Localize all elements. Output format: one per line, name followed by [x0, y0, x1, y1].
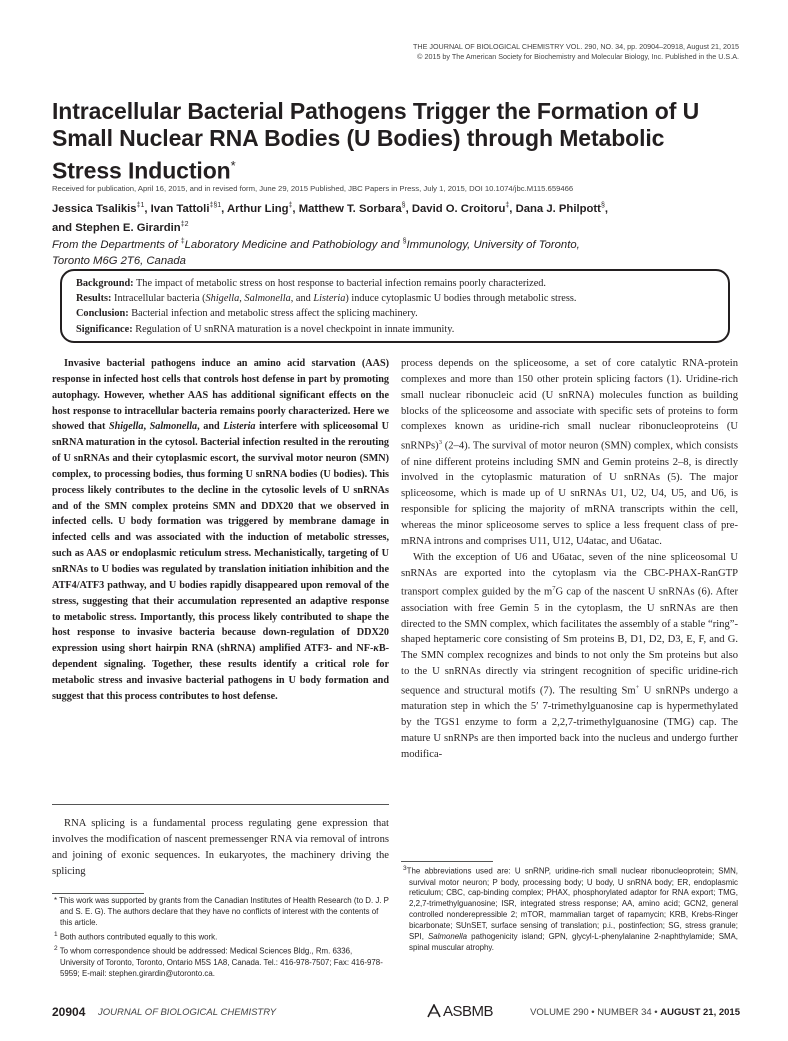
author-name: David O. Croitoru [411, 202, 506, 215]
article-title [52, 98, 742, 185]
footnote-funding [52, 896, 389, 929]
page-footer [52, 1002, 740, 1021]
footnote-mark: 1 [54, 930, 58, 938]
footnote-text: To whom correspondence should be addressed: Medical Sciences Bldg., Rm. 6336, University of Toronto, Toronto, Ontario M5S 1A8, Canada. Tel.: 416-978-7507; Fax: 416-978-5959; E-mail: stephen.girardin@utoronto.ca. [59, 946, 383, 978]
author-affiliation-mark: ‡§1 [209, 202, 222, 209]
summary-text: , and [290, 293, 314, 305]
organism-name: Salmonella [428, 932, 468, 942]
summary-text: Bacterial infection and metabolic stress affect the splicing machinery. [131, 308, 418, 320]
organism-name: Salmonella [244, 293, 291, 305]
right-column-body [401, 356, 738, 763]
author-affiliation-mark: ‡1 [136, 202, 145, 209]
affiliation-dept-1: Laboratory Medicine and Pathobiology and [184, 238, 403, 251]
copyright-line: © 2015 by The American Society for Biochemistry and Molecular Biology, Inc. Published in the U.S.A. [417, 51, 739, 61]
asbmb-logo [427, 1002, 493, 1020]
author-affiliation-mark: § [401, 202, 406, 209]
title-line-1: Intracellular Bacterial Pathogens Trigger the Formation of U [52, 98, 700, 124]
author-name: Dana J. Philpott [515, 202, 601, 215]
affiliation-dept-2: Immunology, University of Toronto, [406, 238, 580, 251]
summary-text: ) induce cytoplasmic U bodies through metabolic stress. [345, 293, 577, 305]
summary-background [76, 276, 714, 291]
footnotes [52, 896, 389, 981]
organism-name: Listeria [313, 293, 346, 305]
abbreviation-divider [401, 861, 493, 862]
organism-name: Shigella [108, 421, 144, 433]
superscript: 7 [552, 585, 556, 593]
intro-text: RNA splicing is a fundamental process regulating gene expression that involves the modification of nascent premessenger RNA via removal of introns and joining of exonic sequences. In eukaryotes, the machinery driving the splicing [52, 818, 389, 877]
affiliation-mark: ‡ [180, 238, 185, 245]
title-line-2: Small Nuclear RNA Bodies (U Bodies) through Metabolic [52, 125, 665, 151]
affiliation [52, 234, 742, 270]
body-text: G cap of the nascent U snRNAs (6). After association with free Gemin 5 in the cytoplasm, the U snRNAs are then directed to the SMN complex, which facilitates the assembly of a stable “ring”-shaped heptameric core consisting of Sm proteins B, D1, D2, D3, E, F, and G. The SMN complex recognizes and binds to not only the Sm proteins but also to the U snRNAs directly via stringent recognition of specific uridine-rich sequence and structural motifs (7). The resulting Sm [401, 586, 738, 697]
summary-text: Intracellular bacteria ( [114, 293, 206, 305]
abstract-text: interfere with spliceosomal U snRNA maturation in the cytosol. Bacterial infection resulted in the rerouting of U snRNAs and their cytoplasmic escort, the survival motor neuron (SMN) complex, to processing bodies, thus forming U snRNA bodies (U bodies). This process likely contributes to the decline in the cytosolic levels of U snRNAs and of the SMN complex proteins SMN and DDX20 that we observed in infected cells. U body formation was triggered by membrane damage in infected cells and was associated with the induction of metabolic stresses, such as AAS or endoplasmic reticulum stress. Mechanistically, targeting of U snRNAs to U bodies was regulated by translation initiation inhibition and the ATF4/ATF3 pathway, and U bodies rapidly disappeared upon removal of the stress, suggesting that their accumulation represented an adaptive response to metabolic stress. Importantly, this process likely contributed to shape the host response to invasive bacteria because down-regulation of DDX20 expression using short hairpin RNA (shRNA) amplified ATF3- and NF- [52, 421, 389, 655]
author-name: Arthur Ling [227, 202, 289, 215]
body-text: (2–4). The survival of motor neuron (SMN) complex, which consists of nine different proteins including SMN and Gemin proteins 2–8, is directly involved in the cytoplasmic maturation of U snRNAs (5). The major spliceosome, which is made up of U snRNAs U1, U2, U4, U5, and U6, is responsible for splicing the majority of mRNA transcripts within the cell, whereas the minor spliceosome serves to splice a less frequent class of pre-mRNA introns and comprises U11, U12, U4atac, and U6atac. [401, 440, 738, 547]
author-name: Matthew T. Sorbara [298, 202, 402, 215]
summary-label: Significance: [76, 323, 133, 335]
abstract: Invasive bacterial pathogens induce an amino acid starvation (AAS) response in infected host cells that controls host defense in part by promoting autophagy. However, whether AAS has additional significant effects on the host response to intracellular bacteria remains poorly characterized. Here we showed that Shigella, Salmonella, and Listeria interfere with spliceosomal U snRNA maturation in the cytosol. Bacterial infection resulted in the rerouting of U snRNAs and their cytoplasmic escort, the survival motor neuron (SMN) complex, to processing bodies, thus forming U snRNA bodies (U bodies). This process likely contributes to the decline in the cytosolic levels of U snRNAs and of the SMN complex proteins SMN and DDX20 that we observed in infected cells. U body formation was triggered by membrane damage in infected cells and was associated with the induction of metabolic stresses, such as AAS or endoplasmic reticulum stress. Mechanistically, targeting of U snRNAs to U bodies was regulated by translation initiation inhibition and the ATF4/ATF3 pathway, and U bodies rapidly disappeared upon removal of the stress, suggesting that their accumulation represented an adaptive response to metabolic stress. Importantly, this process likely contributed to shape the host response to invasive bacteria because down-regulation of DDX20 expression using short hairpin RNA (shRNA) amplified ATF3- and NF-κB-dependent signaling. Together, these results identify a critical role for metabolic stress and invasive bacterial pathogens in U body formation and suggest that this process contributes to host defense. [52, 358, 389, 702]
page-number: 20904 [52, 1005, 86, 1019]
organism-name: Shigella [205, 293, 240, 305]
kappa-symbol: κ [373, 643, 379, 655]
footnote-text: Both authors contributed equally to this work. [59, 932, 218, 942]
footer-date: AUGUST 21, 2015 [660, 1007, 740, 1018]
body-paragraph [401, 550, 738, 763]
abbreviation-text: The abbreviations used are: U snRNP, uridine-rich small nuclear ribonucleoprotein; SMN, survival motor neuron; P body, processing body; U body, U snRNA body; ER, endoplasmic reticulum; CBC, cap-binding complex; PHAX, phosphorylated adaptor for RNA export; TMG, 2,2,7-trimethylguanosine; ISR, integrated stress response; AA, amino acid; GCN2, general controlled nonderepressible 2; mTOR, mammalian target of rapamycin; KRB, Krebs-Ringer bicarbonate; SUnSET, surface sensing of translation; p.i., postinfection; SG, stress granule; SPI, [406, 866, 738, 942]
summary-text: Regulation of U snRNA maturation is a novel checkpoint in innate immunity. [135, 323, 455, 335]
author-conjunction: and [52, 222, 73, 235]
body-paragraph [401, 356, 738, 550]
footer-volume-text: VOLUME 290 • NUMBER 34 • [530, 1007, 661, 1018]
abstract-divider [52, 804, 389, 805]
structured-summary-box [60, 269, 730, 343]
organism-name: Listeria [223, 421, 256, 433]
summary-text: The impact of metabolic stress on host response to bacterial infection remains poorly characterized. [136, 278, 547, 289]
author-affiliation-mark: § [600, 202, 605, 209]
affiliation-mark: § [402, 238, 407, 245]
abstract-text: , and [197, 421, 224, 433]
footnote-text: This work was supported by grants from the Canadian Institutes of Health Research (to D. J. P and S. E. G). The authors declare that they have no conflicts of interest with the contents of this article. [59, 896, 389, 927]
superscript: + [635, 683, 640, 691]
journal-header [360, 42, 739, 61]
received-dates: Received for publication, April 16, 2015, and in revised form, June 29, 2015 Published, JBC Papers in Press, July 1, 2015, DOI 10.1074/jbc.M115.659466 [52, 184, 574, 193]
asbmb-emblem-icon [427, 1004, 441, 1018]
introduction-paragraph [52, 816, 389, 879]
author-affiliation-mark: ‡2 [180, 221, 189, 229]
author-affiliation-mark: ‡ [505, 202, 510, 209]
journal-citation: THE JOURNAL OF BIOLOGICAL CHEMISTRY VOL. 290, NO. 34, pp. 20904–20918, August 21, 2015 [413, 42, 739, 51]
author-name: Ivan Tattoli [150, 202, 210, 215]
abbreviation-text: pathogenicity island; GPN, glycyl-L-phenylalanine 2-naphthylamide; SMA, spinal muscular atrophy. [409, 932, 739, 952]
author-affiliation-mark: ‡ [288, 202, 293, 209]
author-name: Stephen E. Girardin [75, 222, 181, 235]
organism-name: Salmonella [149, 421, 198, 433]
footnote-mark: * [54, 896, 58, 905]
footnote-2 [52, 944, 389, 979]
footnote-divider [52, 893, 144, 894]
title-line-3: Stress Induction [52, 157, 231, 184]
abstract-text: Invasive bacterial pathogens induce an amino acid starvation (AAS) response in infected host cells that controls host defense in part by promoting autophagy. However, whether AAS has additional significant effects on the host response to intracellular bacteria remains poorly characterized. Here we showed that [52, 358, 389, 433]
footnote-mark: 3 [403, 865, 407, 872]
abstract-text: B-dependent signaling. Together, these results identify a critical role for metabolic stress and invasive bacterial pathogens in U body formation and suggest that this process contributes to host defense. [52, 643, 389, 702]
body-text: With the exception of U6 and U6atac, seven of the nine spliceosomal U snRNAs are exported into the cytoplasm via the CBC-PHAX-RanGTP transport complex guided by the m [401, 551, 738, 598]
summary-significance [76, 322, 714, 337]
asbmb-wordmark: ASBMB [443, 1002, 494, 1020]
summary-label: Background: [76, 278, 134, 289]
footer-volume [530, 1007, 740, 1018]
summary-results: Results: Intracellular bacteria (Shigella, Salmonella, and Listeria) induce cytoplasmic U bodies through metabolic stress. [76, 293, 577, 305]
author-name: Jessica Tsalikis [52, 202, 137, 215]
footnote-1 [52, 930, 389, 944]
footnote-ref: 3 [438, 439, 442, 447]
abbreviations-footnote [401, 864, 738, 954]
body-text: U snRNPs undergo a maturation step in which the 5′ 7-trimethylguanosine cap is hypermethylated by the TGS1 enzyme to form a 2,2,7-trimethylguanosine (TMG) cap. The mature U snRNPs are then imported back into the nucleus and undergo further modifica- [401, 685, 738, 760]
summary-label: Results: [76, 293, 112, 305]
footer-journal-name: JOURNAL OF BIOLOGICAL CHEMISTRY [98, 1007, 277, 1018]
summary-label: Conclusion: [76, 308, 129, 320]
footnote-mark: 2 [54, 945, 58, 953]
affiliation-prefix: From the Departments of [52, 238, 181, 251]
author-list: Jessica Tsalikis$^{\ddagger 1}$, Ivan Tattoli$^{\ddagger\S 1}$, Arthur Ling‡, Matthew T. Sorbara§, David O. Croitoru‡, Dana J. Philpott§, and Stephen E. Girardin$^{\ddagger 2}$ [52, 202, 608, 235]
title-footnote-mark: * [230, 158, 236, 173]
summary-conclusion [76, 306, 714, 321]
affiliation-address: Toronto M6G 2T6, Canada [52, 255, 186, 268]
body-text: process depends on the spliceosome, a set of core catalytic RNA-protein complexes and more than 150 other protein splicing factors (1). Uridine-rich small nuclear ribonucleic acid (U snRNA) molecules function as building blocks of the spliceosome and associate with specific sets of proteins to form complexes known as uridine-rich small nuclear ribonucleoproteins (U snRNPs) [401, 358, 738, 452]
